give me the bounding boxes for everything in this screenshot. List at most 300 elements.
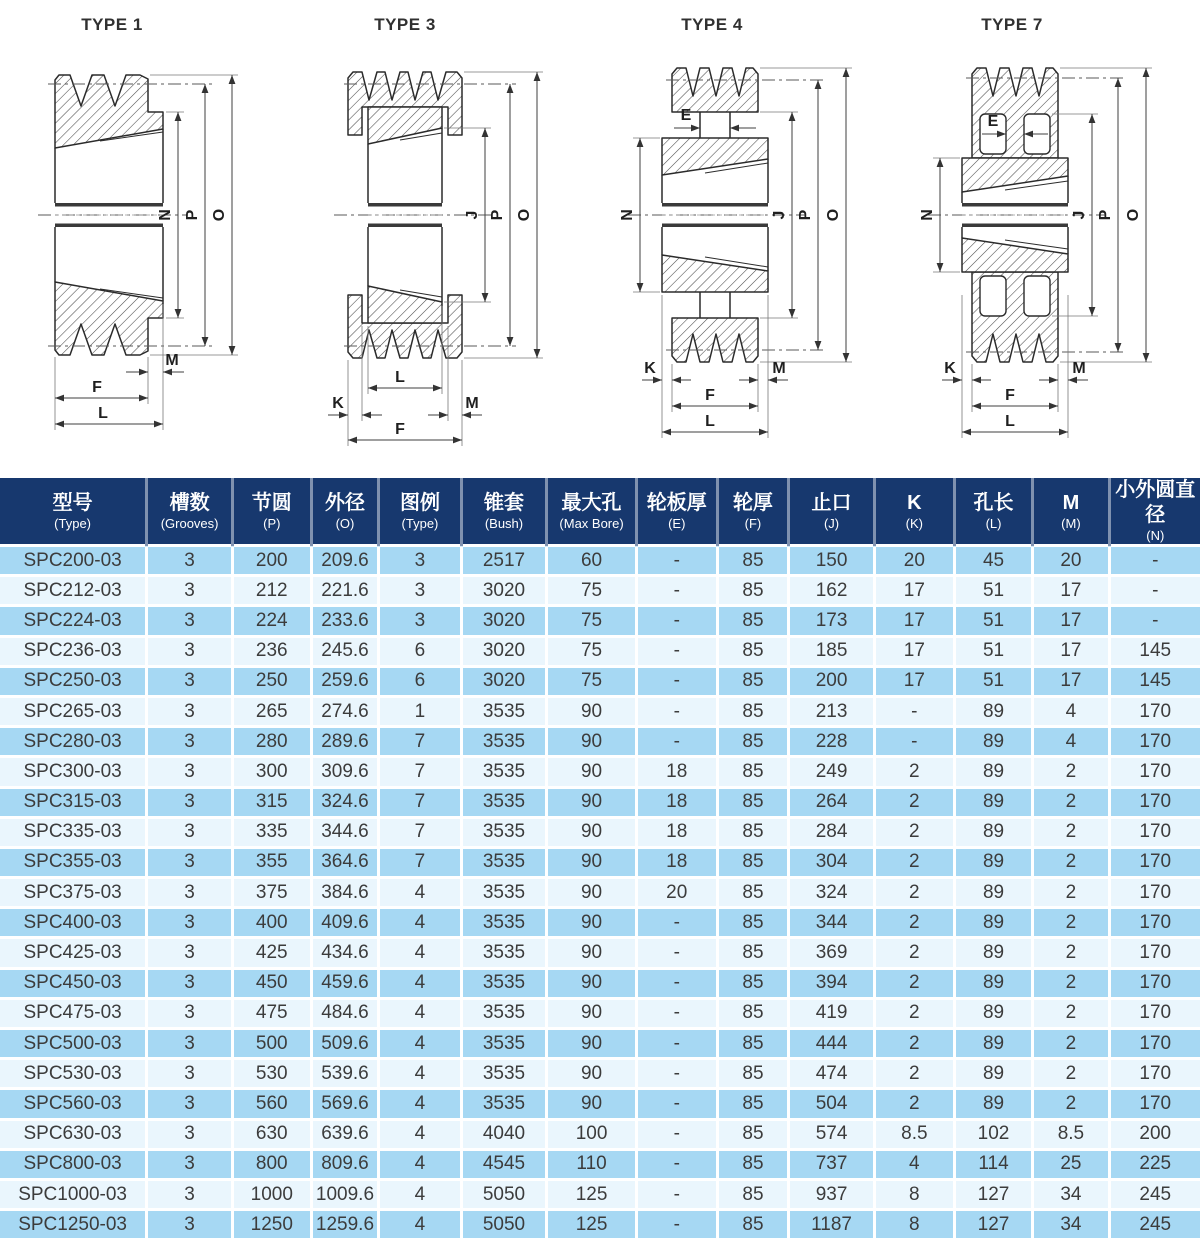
value-cell: 3020 — [461, 606, 547, 636]
column-header-13: M (M) — [1033, 478, 1109, 546]
value-cell: 2 — [874, 847, 954, 877]
value-cell: 89 — [954, 727, 1033, 757]
value-cell: 484.6 — [311, 998, 379, 1028]
value-cell: 90 — [547, 998, 636, 1028]
value-cell: 17 — [874, 636, 954, 666]
value-cell: 4 — [379, 1149, 461, 1179]
value-cell: 170 — [1109, 908, 1200, 938]
table-row — [0, 1089, 1200, 1119]
value-cell: 425 — [232, 938, 311, 968]
value-cell: 3535 — [461, 1059, 547, 1089]
drawing-type-4 — [600, 0, 900, 478]
value-cell: 245.6 — [311, 636, 379, 666]
value-cell: - — [636, 727, 717, 757]
value-cell: 18 — [636, 757, 717, 787]
value-cell: - — [636, 636, 717, 666]
value-cell: 1 — [379, 696, 461, 726]
value-cell: 259.6 — [311, 666, 379, 696]
value-cell: 245 — [1109, 1179, 1200, 1209]
value-cell: 475 — [232, 998, 311, 1028]
value-cell: 3 — [147, 908, 233, 938]
dim-label-F: F — [395, 421, 405, 438]
dim-label-J: J — [771, 211, 788, 220]
value-cell: 459.6 — [311, 968, 379, 998]
value-cell: - — [636, 998, 717, 1028]
value-cell: 2517 — [461, 546, 547, 576]
value-cell: 125 — [547, 1210, 636, 1238]
value-cell: 3 — [147, 546, 233, 576]
value-cell: 170 — [1109, 817, 1200, 847]
column-header-14: 小外圆直径 (N) — [1109, 478, 1200, 546]
column-header-3: 节圆 (P) — [232, 478, 311, 546]
value-cell: 7 — [379, 727, 461, 757]
value-cell: 85 — [717, 1210, 788, 1238]
model-cell: SPC280-03 — [0, 727, 147, 757]
table-row — [0, 666, 1200, 696]
column-header-4: 外径 (O) — [311, 478, 379, 546]
value-cell: 3020 — [461, 636, 547, 666]
model-cell: SPC300-03 — [0, 757, 147, 787]
value-cell: 5050 — [461, 1210, 547, 1238]
dim-label-L: L — [98, 405, 108, 422]
value-cell: 3 — [147, 878, 233, 908]
value-cell: 25 — [1033, 1149, 1109, 1179]
value-cell: 3 — [147, 1210, 233, 1238]
dim-label-P: P — [184, 209, 201, 220]
dim-label-K: K — [644, 360, 656, 377]
value-cell: 355 — [232, 847, 311, 877]
value-cell: 89 — [954, 908, 1033, 938]
value-cell: 3 — [147, 938, 233, 968]
value-cell: 212 — [232, 576, 311, 606]
value-cell: 228 — [789, 727, 875, 757]
value-cell: 89 — [954, 1029, 1033, 1059]
model-cell: SPC375-03 — [0, 878, 147, 908]
value-cell: - — [636, 1210, 717, 1238]
value-cell: 4 — [379, 998, 461, 1028]
value-cell: - — [636, 1059, 717, 1089]
table-row — [0, 1149, 1200, 1179]
value-cell: 20 — [636, 878, 717, 908]
value-cell: 75 — [547, 576, 636, 606]
value-cell: 1009.6 — [311, 1179, 379, 1209]
value-cell: 4040 — [461, 1119, 547, 1149]
value-cell: 51 — [954, 606, 1033, 636]
value-cell: 20 — [1033, 546, 1109, 576]
value-cell: 3 — [147, 1149, 233, 1179]
value-cell: 18 — [636, 847, 717, 877]
model-cell: SPC800-03 — [0, 1149, 147, 1179]
dim-label-K: K — [332, 395, 344, 412]
value-cell: 170 — [1109, 1029, 1200, 1059]
value-cell: 2 — [1033, 908, 1109, 938]
value-cell: 4 — [379, 968, 461, 998]
value-cell: 3 — [147, 998, 233, 1028]
value-cell: 800 — [232, 1149, 311, 1179]
value-cell: 7 — [379, 817, 461, 847]
table-row — [0, 998, 1200, 1028]
value-cell: 335 — [232, 817, 311, 847]
value-cell: 17 — [874, 576, 954, 606]
dim-label-F: F — [92, 379, 102, 396]
value-cell: 90 — [547, 757, 636, 787]
value-cell: 3 — [147, 696, 233, 726]
table-row — [0, 546, 1200, 576]
value-cell: 539.6 — [311, 1059, 379, 1089]
value-cell: 170 — [1109, 696, 1200, 726]
value-cell: 3535 — [461, 878, 547, 908]
value-cell: 225 — [1109, 1149, 1200, 1179]
value-cell: - — [636, 938, 717, 968]
value-cell: 3 — [147, 1119, 233, 1149]
value-cell: 3535 — [461, 847, 547, 877]
value-cell: 85 — [717, 908, 788, 938]
value-cell: 170 — [1109, 1089, 1200, 1119]
value-cell: 200 — [1109, 1119, 1200, 1149]
dim-label-P: P — [797, 209, 814, 220]
column-header-7: 最大孔 (Max Bore) — [547, 478, 636, 546]
value-cell: 85 — [717, 636, 788, 666]
value-cell: 90 — [547, 817, 636, 847]
value-cell: 3 — [147, 787, 233, 817]
value-cell: 2 — [874, 938, 954, 968]
value-cell: 90 — [547, 968, 636, 998]
value-cell: 6 — [379, 636, 461, 666]
value-cell: - — [1109, 576, 1200, 606]
table-row — [0, 696, 1200, 726]
value-cell: 3535 — [461, 787, 547, 817]
value-cell: 170 — [1109, 998, 1200, 1028]
value-cell: 384.6 — [311, 878, 379, 908]
value-cell: 85 — [717, 1089, 788, 1119]
drawing-title: TYPE 4 — [681, 15, 743, 34]
value-cell: 4 — [874, 1149, 954, 1179]
value-cell: 8.5 — [874, 1119, 954, 1149]
value-cell: - — [636, 576, 717, 606]
pulley-hub-section — [962, 158, 1068, 192]
value-cell: 2 — [874, 757, 954, 787]
value-cell: 34 — [1033, 1179, 1109, 1209]
table-row — [0, 636, 1200, 666]
value-cell: 3535 — [461, 938, 547, 968]
value-cell: 4 — [379, 1210, 461, 1238]
value-cell: 89 — [954, 878, 1033, 908]
value-cell: 7 — [379, 757, 461, 787]
value-cell: 344 — [789, 908, 875, 938]
value-cell: 3 — [147, 1029, 233, 1059]
value-cell: 344.6 — [311, 817, 379, 847]
value-cell: 162 — [789, 576, 875, 606]
column-header-8: 轮板厚 (E) — [636, 478, 717, 546]
value-cell: 85 — [717, 1179, 788, 1209]
value-cell: 3535 — [461, 908, 547, 938]
value-cell: 85 — [717, 606, 788, 636]
value-cell: 173 — [789, 606, 875, 636]
dim-label-O: O — [211, 209, 228, 221]
value-cell: 574 — [789, 1119, 875, 1149]
value-cell: 3 — [147, 1089, 233, 1119]
value-cell: 4 — [1033, 696, 1109, 726]
value-cell: 2 — [874, 878, 954, 908]
value-cell: 474 — [789, 1059, 875, 1089]
value-cell: 2 — [1033, 787, 1109, 817]
value-cell: 434.6 — [311, 938, 379, 968]
dim-label-O: O — [1125, 209, 1142, 221]
table-row — [0, 757, 1200, 787]
value-cell: 89 — [954, 968, 1033, 998]
value-cell: 3535 — [461, 968, 547, 998]
value-cell: - — [636, 1089, 717, 1119]
value-cell: 569.6 — [311, 1089, 379, 1119]
value-cell: 5050 — [461, 1179, 547, 1209]
value-cell: - — [636, 1029, 717, 1059]
value-cell: 274.6 — [311, 696, 379, 726]
value-cell: 937 — [789, 1179, 875, 1209]
value-cell: 2 — [1033, 817, 1109, 847]
dim-label-P: P — [1097, 209, 1114, 220]
value-cell: 1259.6 — [311, 1210, 379, 1238]
value-cell: - — [636, 1149, 717, 1179]
value-cell: 304 — [789, 847, 875, 877]
value-cell: 85 — [717, 546, 788, 576]
value-cell: 89 — [954, 787, 1033, 817]
value-cell: 114 — [954, 1149, 1033, 1179]
value-cell: 324 — [789, 878, 875, 908]
value-cell: 209.6 — [311, 546, 379, 576]
model-cell: SPC355-03 — [0, 847, 147, 877]
model-cell: SPC224-03 — [0, 606, 147, 636]
value-cell: 200 — [232, 546, 311, 576]
spec-table-header — [0, 478, 1200, 546]
spec-table-body — [0, 546, 1200, 1238]
value-cell: 75 — [547, 606, 636, 636]
value-cell: 530 — [232, 1059, 311, 1089]
value-cell: 85 — [717, 576, 788, 606]
value-cell: 17 — [1033, 636, 1109, 666]
pulley-rim-section — [672, 318, 758, 362]
value-cell: 85 — [717, 1119, 788, 1149]
value-cell: 60 — [547, 546, 636, 576]
drawing-type-7 — [900, 0, 1200, 478]
value-cell: 170 — [1109, 757, 1200, 787]
value-cell: 2 — [1033, 1089, 1109, 1119]
value-cell: 3 — [147, 817, 233, 847]
value-cell: - — [636, 546, 717, 576]
pulley-rim-section — [55, 282, 163, 355]
value-cell: 1000 — [232, 1179, 311, 1209]
value-cell: 309.6 — [311, 757, 379, 787]
value-cell: 6 — [379, 666, 461, 696]
value-cell: 90 — [547, 878, 636, 908]
value-cell: 2 — [874, 1089, 954, 1119]
value-cell: 3535 — [461, 1029, 547, 1059]
value-cell: - — [1109, 546, 1200, 576]
value-cell: 419 — [789, 998, 875, 1028]
value-cell: 4 — [379, 1089, 461, 1119]
value-cell: - — [636, 666, 717, 696]
value-cell: 90 — [547, 696, 636, 726]
pulley-hub-section — [662, 138, 768, 175]
value-cell: 85 — [717, 847, 788, 877]
value-cell: 4 — [379, 1059, 461, 1089]
pulley-hub-section — [368, 107, 442, 144]
value-cell: - — [636, 1119, 717, 1149]
value-cell: 170 — [1109, 878, 1200, 908]
table-row — [0, 576, 1200, 606]
value-cell: 185 — [789, 636, 875, 666]
value-cell: 509.6 — [311, 1029, 379, 1059]
table-row — [0, 1029, 1200, 1059]
value-cell: 18 — [636, 787, 717, 817]
value-cell: 200 — [789, 666, 875, 696]
table-row — [0, 938, 1200, 968]
value-cell: 45 — [954, 546, 1033, 576]
table-row — [0, 1059, 1200, 1089]
value-cell: 4 — [379, 878, 461, 908]
value-cell: 85 — [717, 817, 788, 847]
dim-label-L: L — [705, 413, 715, 430]
lightening-window — [1024, 276, 1050, 316]
model-cell: SPC630-03 — [0, 1119, 147, 1149]
model-cell: SPC1250-03 — [0, 1210, 147, 1238]
table-row — [0, 908, 1200, 938]
value-cell: 170 — [1109, 787, 1200, 817]
value-cell: 85 — [717, 938, 788, 968]
pulley-rim-section — [672, 68, 758, 112]
value-cell: 737 — [789, 1149, 875, 1179]
value-cell: 85 — [717, 696, 788, 726]
value-cell: 2 — [874, 787, 954, 817]
value-cell: 375 — [232, 878, 311, 908]
value-cell: - — [636, 1179, 717, 1209]
value-cell: 2 — [874, 817, 954, 847]
model-cell: SPC200-03 — [0, 546, 147, 576]
dim-label-N: N — [619, 209, 636, 221]
drawing-type-3 — [300, 0, 600, 478]
pulley-rim-section — [55, 75, 163, 148]
value-cell: 85 — [717, 727, 788, 757]
value-cell: 100 — [547, 1119, 636, 1149]
value-cell: 400 — [232, 908, 311, 938]
value-cell: 369 — [789, 938, 875, 968]
model-cell: SPC560-03 — [0, 1089, 147, 1119]
value-cell: 289.6 — [311, 727, 379, 757]
value-cell: 75 — [547, 666, 636, 696]
value-cell: 3 — [379, 576, 461, 606]
value-cell: 90 — [547, 787, 636, 817]
value-cell: 3 — [147, 847, 233, 877]
value-cell: 8.5 — [1033, 1119, 1109, 1149]
value-cell: 125 — [547, 1179, 636, 1209]
value-cell: 34 — [1033, 1210, 1109, 1238]
value-cell: 236 — [232, 636, 311, 666]
dim-label-N: N — [919, 209, 936, 221]
value-cell: 3535 — [461, 998, 547, 1028]
value-cell: 264 — [789, 787, 875, 817]
dim-label-P: P — [489, 209, 506, 220]
value-cell: 233.6 — [311, 606, 379, 636]
value-cell: 102 — [954, 1119, 1033, 1149]
value-cell: 89 — [954, 847, 1033, 877]
value-cell: 2 — [874, 968, 954, 998]
lightening-window — [980, 276, 1006, 316]
value-cell: 90 — [547, 1029, 636, 1059]
value-cell: 17 — [1033, 606, 1109, 636]
value-cell: 4 — [379, 908, 461, 938]
value-cell: 85 — [717, 1059, 788, 1089]
value-cell: 17 — [1033, 666, 1109, 696]
model-cell: SPC265-03 — [0, 696, 147, 726]
value-cell: 17 — [874, 606, 954, 636]
value-cell: 639.6 — [311, 1119, 379, 1149]
value-cell: 315 — [232, 787, 311, 817]
table-row — [0, 968, 1200, 998]
pulley-hub-section — [962, 238, 1068, 272]
value-cell: 85 — [717, 666, 788, 696]
value-cell: 3535 — [461, 817, 547, 847]
value-cell: 17 — [1033, 576, 1109, 606]
value-cell: 324.6 — [311, 787, 379, 817]
value-cell: 3 — [147, 606, 233, 636]
value-cell: 51 — [954, 666, 1033, 696]
value-cell: 2 — [874, 908, 954, 938]
value-cell: 89 — [954, 1089, 1033, 1119]
value-cell: 284 — [789, 817, 875, 847]
value-cell: 2 — [1033, 847, 1109, 877]
value-cell: 2 — [1033, 968, 1109, 998]
value-cell: 3535 — [461, 1089, 547, 1119]
value-cell: 3 — [147, 727, 233, 757]
value-cell: 89 — [954, 938, 1033, 968]
value-cell: 3020 — [461, 576, 547, 606]
value-cell: 249 — [789, 757, 875, 787]
value-cell: 3 — [147, 1179, 233, 1209]
value-cell: 3535 — [461, 757, 547, 787]
column-header-1: 型号 (Type) — [0, 478, 147, 546]
value-cell: 280 — [232, 727, 311, 757]
value-cell: 630 — [232, 1119, 311, 1149]
value-cell: 170 — [1109, 968, 1200, 998]
value-cell: 2 — [1033, 1059, 1109, 1089]
value-cell: 3 — [379, 546, 461, 576]
table-row — [0, 606, 1200, 636]
dim-label-L: L — [395, 369, 405, 386]
value-cell: 3535 — [461, 727, 547, 757]
value-cell: 2 — [874, 1029, 954, 1059]
value-cell: 245 — [1109, 1210, 1200, 1238]
value-cell: 4 — [379, 1119, 461, 1149]
value-cell: 90 — [547, 938, 636, 968]
model-cell: SPC315-03 — [0, 787, 147, 817]
value-cell: 2 — [1033, 938, 1109, 968]
model-cell: SPC500-03 — [0, 1029, 147, 1059]
value-cell: 450 — [232, 968, 311, 998]
value-cell: 213 — [789, 696, 875, 726]
table-row — [0, 878, 1200, 908]
table-row — [0, 1179, 1200, 1209]
value-cell: 394 — [789, 968, 875, 998]
value-cell: 300 — [232, 757, 311, 787]
value-cell: 3 — [379, 606, 461, 636]
value-cell: 4 — [1033, 727, 1109, 757]
value-cell: 90 — [547, 908, 636, 938]
value-cell: 170 — [1109, 938, 1200, 968]
value-cell: - — [874, 727, 954, 757]
value-cell: 250 — [232, 666, 311, 696]
model-cell: SPC250-03 — [0, 666, 147, 696]
dim-label-M: M — [465, 395, 478, 412]
value-cell: 85 — [717, 757, 788, 787]
